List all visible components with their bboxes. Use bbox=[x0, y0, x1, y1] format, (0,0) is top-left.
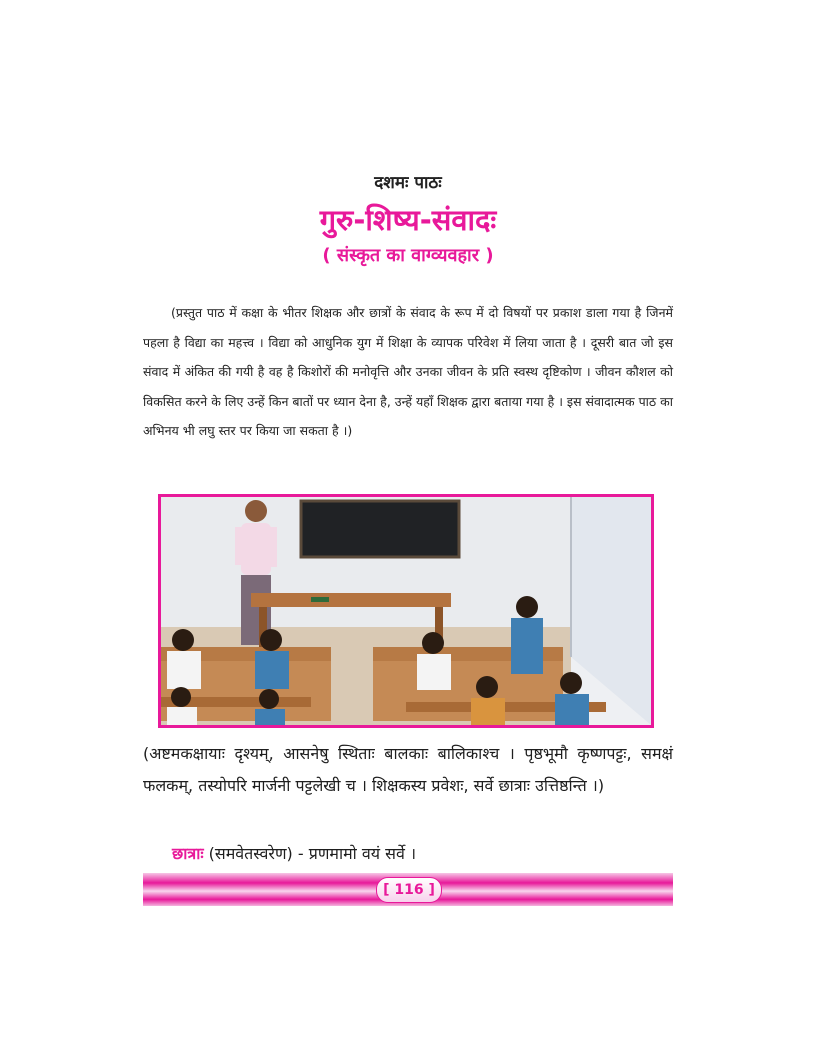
intro-text: (प्रस्तुत पाठ में कक्षा के भीतर शिक्षक और छात्रों के संवाद के रूप में दो विषयों पर प्रकाश डाला गया है जिनमें पहला है विद्या का महत्त्व । विद्या को आधुनिक युग में शिक्षा के व्यापक परिवेश में लिया जाता है । दूसरी बात जो इस संवाद में अंकित की गयी है वह है किशोरों की मनोवृत्ति और उनका जीवन के प्रति स्वस्थ दृष्टिकोण । जीवन कौशल को विकसित करने के लिए उन्हें किन बातों पर ध्यान देना है, उन्हें यहाँ शिक्षक द्वारा बताया गया है । इस संवादात्मक पाठ का अभिनय भी लघु स्तर पर किया जा सकता है ।) bbox=[143, 305, 673, 438]
classroom-scene bbox=[161, 497, 651, 725]
scene-caption: (अष्टमकक्षायाः दृश्यम्, आसनेषु स्थिताः बालकाः बालिकाश्च । पृष्ठभूमौ कृष्णपट्टः, समक्षं फलकम्, तस्योपरि मार्जनी पट्टलेखी च । शिक्षकस्य प्रवेशः, सर्वे छात्राः उत्तिष्ठन्ति ।) bbox=[143, 744, 673, 795]
page-subtitle: ( संस्कृत का वाग्व्यवहार ) bbox=[322, 245, 494, 266]
dialogue-line bbox=[172, 840, 672, 868]
classroom-illustration bbox=[158, 494, 654, 728]
dialogue-text: (समवेतस्वरेण) - प्रणमामो वयं सर्वे । bbox=[203, 844, 417, 863]
lesson-number: दशमः पाठः bbox=[374, 173, 442, 193]
page-title: गुरु-शिष्य-संवादः bbox=[319, 203, 497, 237]
footer-band bbox=[143, 873, 673, 906]
intro-paragraph bbox=[143, 298, 673, 446]
page-number: [ 116 ] bbox=[376, 877, 442, 903]
speaker-label: छात्राः bbox=[172, 844, 204, 863]
blackboard bbox=[301, 501, 459, 557]
